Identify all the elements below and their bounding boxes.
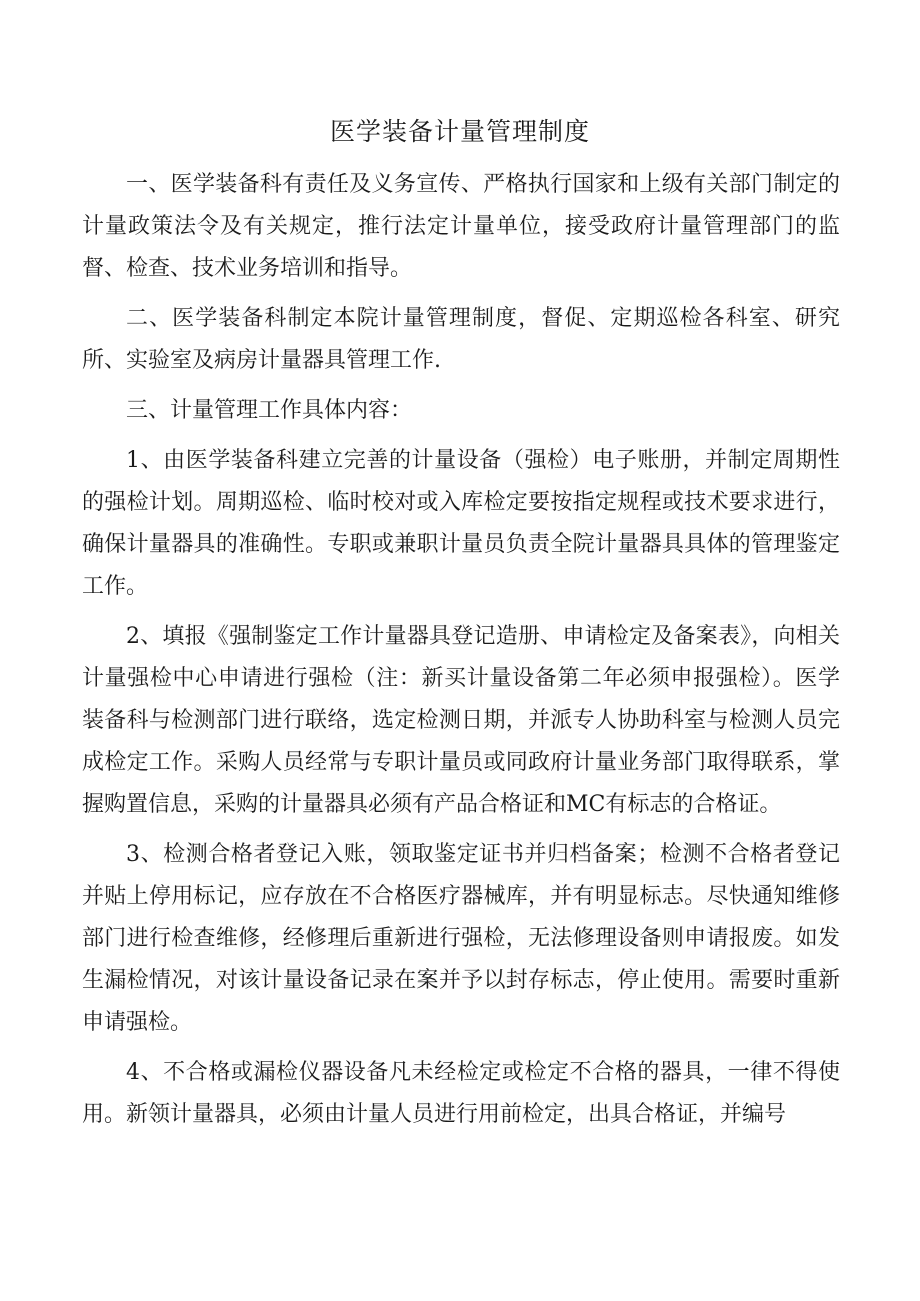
- paragraph-1: 一、医学装备科有责任及义务宣传、严格执行国家和上级有关部门制定的计量政策法令及有关规定，推行法定计量单位，接受政府计量管理部门的监督、检查、技术业务培训和指导。: [82, 172, 840, 281]
- paragraph-6: 3、检测合格者登记入账，领取鉴定证书并归档备案；检测不合格者登记并贴上停用标记，应存放在不合格医疗器械库，并有明显标志。尽快通知维修部门进行检查维修，经修理后重新进行强检，无法修理设备则申请报废。如发生漏检情况，对该计量设备记录在案并予以封存标志，停止使用。需要时重新申请强检。: [82, 842, 840, 1035]
- paragraph-2: 二、医学装备科制定本院计量管理制度，督促、定期巡检各科室、研究所、实验室及病房计量器具管理工作.: [82, 306, 840, 373]
- paragraph-5: 2、填报《强制鉴定工作计量器具登记造册、申请检定及备案表》，向相关计量强检中心申请进行强检（注：新买计量设备第二年必须申报强检）。医学装备科与检测部门进行联络，选定检测日期，并派专人协助科室与检测人员完成检定工作。采购人员经常与专职计量员或同政府计量业务部门取得联系，掌握购置信息，采购的计量器具必须有产品合格证和MC有标志的合格证。: [82, 624, 840, 817]
- paragraph-7: 4、不合格或漏检仪器设备凡未经检定或检定不合格的器具，一律不得使用。新领计量器具，必须由计量人员进行用前检定，出具合格证，并编号: [82, 1060, 840, 1127]
- paragraph-3: 三、计量管理工作具体内容：: [126, 398, 413, 423]
- document-body: [82, 164, 840, 1144]
- document-title: 医学装备计量管理制度: [329, 117, 590, 146]
- paragraph-4: 1、由医学装备科建立完善的计量设备（强检）电子账册，并制定周期性的强检计划。周期巡检、临时校对或入库检定要按指定规程或技术要求进行，确保计量器具的准确性。专职或兼职计量员负责全院计量器具具体的管理鉴定工作。: [82, 448, 840, 599]
